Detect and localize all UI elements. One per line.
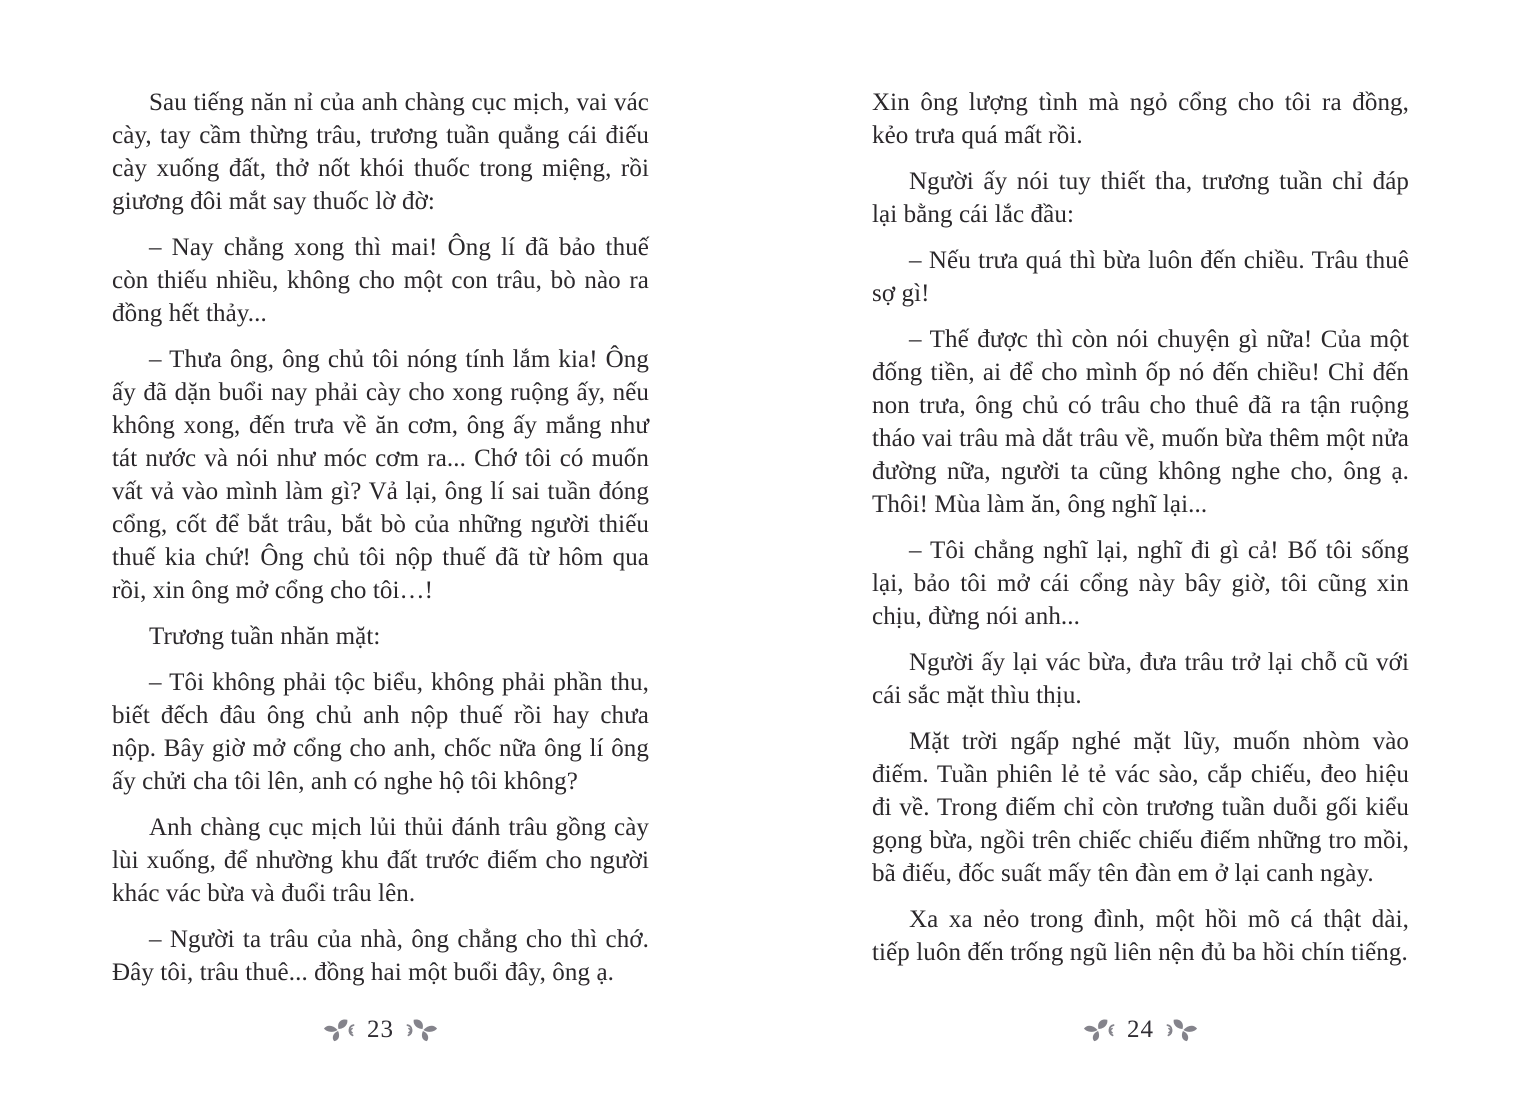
paragraph: Người ấy nói tuy thiết tha, trương tuần chỉ đáp lại bằng cái lắc đầu: [872,168,1409,228]
right-page-footer [872,1016,1409,1044]
right-page-text [872,86,1409,969]
paragraph: – Tôi chẳng nghĩ lại, nghĩ đi gì cả! Bố tôi sống lại, bảo tôi mở cái cổng này bây giờ, tôi cũng xin chịu, đừng nói anh... [872,537,1409,630]
paragraph: Xa xa nẻo trong đình, một hồi mõ cá thật dài, tiếp luôn đến trống ngũ liên nện đủ ba hồi chín tiếng. [872,906,1409,966]
paragraph: – Nay chẳng xong thì mai! Ông lí đã bảo thuế còn thiếu nhiều, không cho một con trâu, bò nào ra đồng hết thảy... [112,234,649,327]
paragraph: Người ấy lại vác bừa, đưa trâu trở lại chỗ cũ với cái sắc mặt thìu thịu. [872,649,1409,709]
paragraph: Sau tiếng năn nỉ của anh chàng cục mịch, vai vác cày, tay cầm thừng trâu, trương tuần quẳng cái điếu cày xuống đất, thở nốt khói thuốc trong miệng, rồi giương đôi mắt say thuốc lờ đờ: [112,89,649,215]
paragraph: – Người ta trâu của nhà, ông chẳng cho thì chớ. Đây tôi, trâu thuê... đồng hai một buổi đây, ông ạ. [112,926,649,986]
fleuron-left-icon [323,1018,356,1042]
paragraph: Trương tuần nhăn mặt: [149,623,381,650]
paragraph: Anh chàng cục mịch lủi thủi đánh trâu gồng cày lùi xuống, để nhường khu đất trước điếm cho người khác vác bừa và đuổi trâu lên. [112,814,649,907]
left-page-text [112,86,649,989]
paragraph: – Nếu trưa quá thì bừa luôn đến chiều. Trâu thuê sợ gì! [872,247,1409,307]
paragraph: – Thưa ông, ông chủ tôi nóng tính lắm kia! Ông ấy đã dặn buổi nay phải cày cho xong ruộng ấy, nếu không xong, đến trưa về ăn cơm, ông ấy mắng như tát nước và nói như móc cơm ra... Chớ tôi có muốn vất vả vào mình làm gì? Vả lại, ông lí sai tuần đóng cổng, cốt để bắt trâu, bắt bò của những người thiếu thuế kia chứ! Ông chủ tôi nộp thuế đã từ hôm qua rồi, xin ông mở cổng cho tôi…! [112,346,649,604]
left-page-footer [112,1016,649,1044]
paragraph: Mặt trời ngấp nghé mặt lũy, muốn nhòm vào điếm. Tuần phiên lẻ tẻ vác sào, cắp chiếu, đeo hiệu đi về. Trong điếm chỉ còn trương tuần duỗi gối kiểu gọng bừa, ngồi trên chiếc chiếu điếm những tro mồi, bã điếu, đốc suất mấy tên đàn em ở lại canh ngày. [872,728,1409,887]
paragraph: – Tôi không phải tộc biểu, không phải phần thu, biết đếch đâu ông chủ anh nộp thuế rồi hay chưa nộp. Bây giờ mở cổng cho anh, chốc nữa ông lí ông ấy chửi cha tôi lên, anh có nghe hộ tôi không? [112,669,649,795]
paragraph: Xin ông lượng tình mà ngỏ cổng cho tôi ra đồng, kẻo trưa quá mất rồi. [872,89,1409,149]
page-number: 23 [367,1016,394,1043]
page-number: 24 [1127,1016,1154,1043]
fleuron-right-icon [405,1018,438,1042]
fleuron-left-icon [1083,1018,1116,1042]
paragraph: – Thế được thì còn nói chuyện gì nữa! Của một đống tiền, ai để cho mình ốp nó đến chiều! Chỉ đến non trưa, ông chủ có trâu cho thuê đã ra tận ruộng tháo vai trâu mà dắt trâu về, muốn bừa thêm một nửa đường nữa, người ta cũng không nghe cho, ông ạ. Thôi! Mùa làm ăn, ông nghĩ lại... [872,326,1409,518]
fleuron-right-icon [1165,1018,1198,1042]
